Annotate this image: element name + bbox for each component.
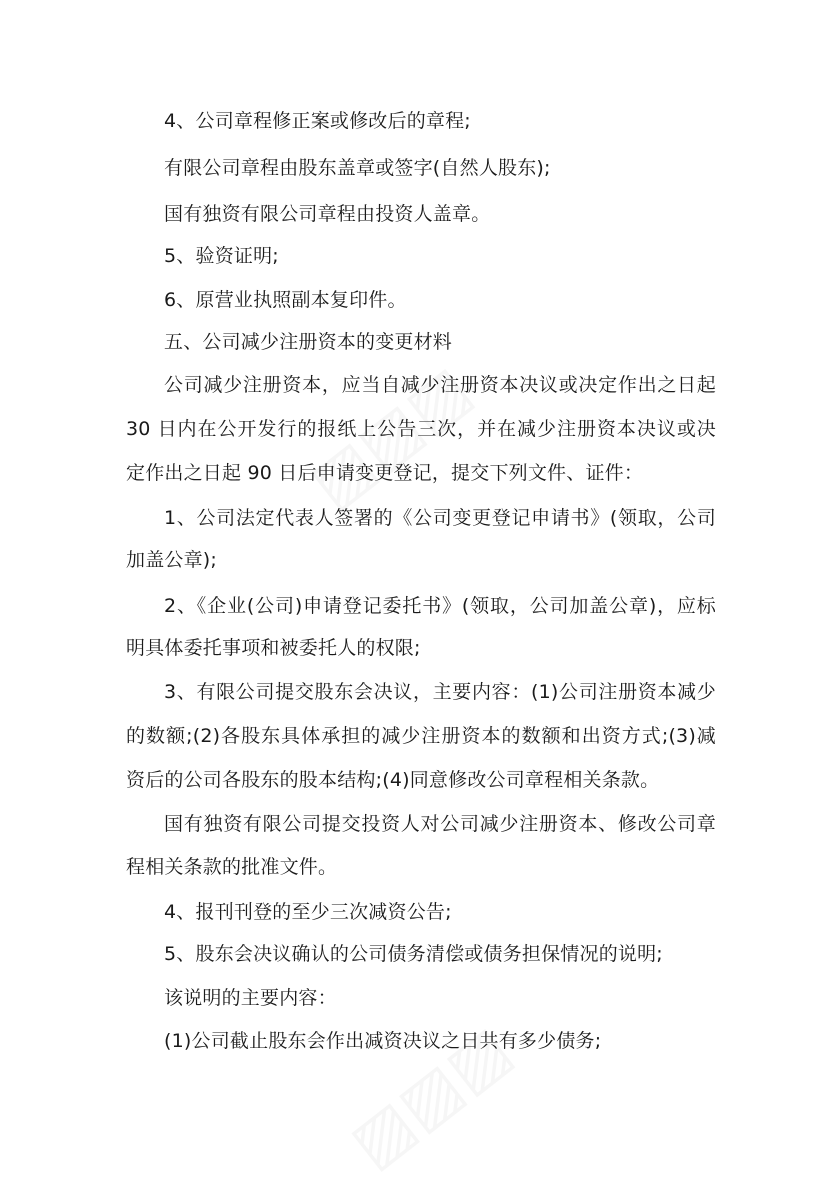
- text-line: 加盖公章);: [126, 549, 218, 571]
- text-line: 5、验资证明;: [164, 245, 279, 267]
- text-line: 资后的公司各股东的股本结构;(4)同意修改公司章程相关条款。: [126, 769, 660, 791]
- text-line: 国有独资有限公司章程由投资人盖章。: [164, 203, 491, 225]
- text-line: 30 日内在公开发行的报纸上公告三次，并在减少注册资本决议或决: [126, 418, 716, 440]
- text-line: 明具体委托事项和被委托人的权限;: [126, 637, 421, 659]
- text-line: 3、有限公司提交股东会决议，主要内容：(1)公司注册资本减少: [164, 681, 716, 703]
- text-line: 该说明的主要内容：: [164, 987, 337, 1009]
- section-heading: 五、公司减少注册资本的变更材料: [164, 331, 453, 353]
- text-line: 定作出之日起 90 日后申请变更登记，提交下列文件、证件：: [126, 462, 644, 484]
- text-line: 6、原营业执照副本复印件。: [164, 289, 407, 311]
- text-line: 程相关条款的批准文件。: [126, 856, 338, 878]
- text-line: 4、报刊刊登的至少三次减资公告;: [164, 901, 452, 923]
- text-line: 的数额;(2)各股东具体承担的减少注册资本的数额和出资方式;(3)减: [126, 725, 716, 747]
- text-line: 有限公司章程由股东盖章或签字(自然人股东);: [164, 157, 551, 179]
- text-line: 5、股东会决议确认的公司债务清偿或债务担保情况的说明;: [164, 943, 663, 965]
- text-line: 2、《企业(公司)申请登记委托书》(领取，公司加盖公章)，应标: [164, 595, 716, 617]
- text-line: (1)公司截止股东会作出减资决议之日共有多少债务;: [164, 1030, 602, 1052]
- text-line: 公司减少注册资本，应当自减少注册资本决议或决定作出之日起: [164, 374, 716, 396]
- text-line: 国有独资有限公司提交投资人对公司减少注册资本、修改公司章: [164, 813, 716, 835]
- text-line: 4、公司章程修正案或修改后的章程;: [164, 110, 471, 132]
- text-line: 1、公司法定代表人签署的《公司变更登记申请书》(领取，公司: [164, 507, 716, 529]
